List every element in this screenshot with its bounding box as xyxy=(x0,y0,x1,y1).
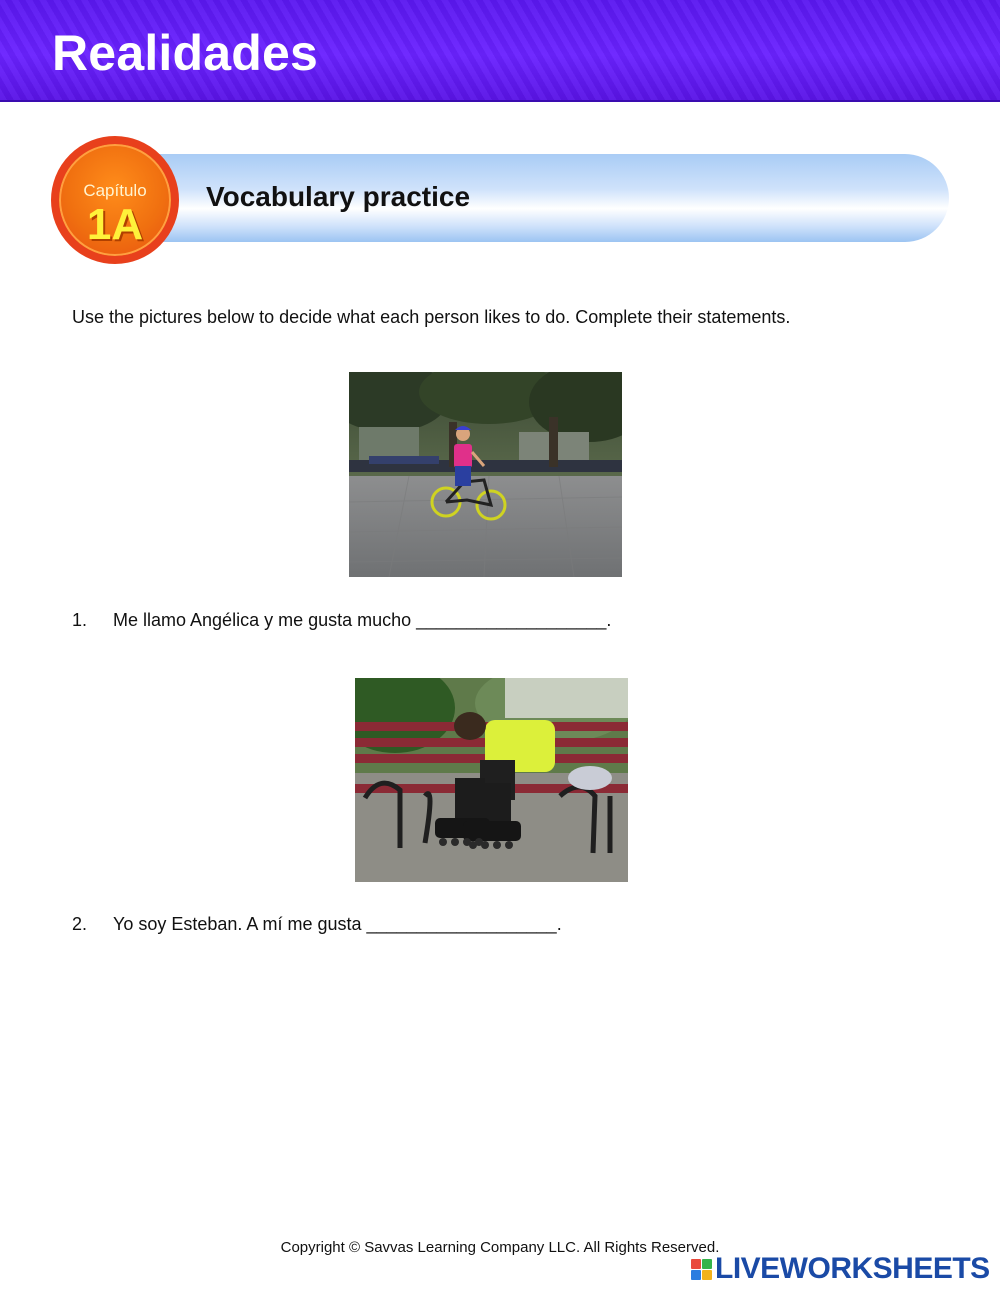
letter-blocks-icon xyxy=(691,1259,712,1280)
brand-name: LIVEWORKSHEETS xyxy=(715,1252,990,1285)
chapter-badge xyxy=(51,136,179,264)
instructions-text: Use the pictures below to decide what each person likes to do. Complete their statements. xyxy=(72,307,791,327)
question-1 xyxy=(72,609,611,631)
copyright-notice: Copyright © Savvas Learning Company LLC. All Rights Reserved. xyxy=(280,1239,720,1256)
question-number: 2. xyxy=(72,914,88,934)
app-title: Realidades xyxy=(52,25,319,81)
question-2 xyxy=(72,913,562,935)
question-text: Me llamo Angélica y me gusta mucho ___________________. xyxy=(113,610,612,630)
header-banner xyxy=(0,0,1000,102)
bike-photo-image xyxy=(349,372,622,577)
liveworksheets-logo[interactable] xyxy=(691,1253,990,1285)
chapter-heading: Vocabulary practice xyxy=(206,181,471,212)
photo-boy-putting-on-skates xyxy=(355,678,628,882)
skates-photo-image xyxy=(355,678,628,882)
photo-girl-riding-bike xyxy=(349,372,622,577)
chapter-number: 1A xyxy=(86,200,144,249)
question-text: Yo soy Esteban. A mí me gusta ___________________. xyxy=(113,914,562,934)
question-number: 1. xyxy=(72,610,88,630)
chapter-label: Capítulo xyxy=(83,181,147,200)
